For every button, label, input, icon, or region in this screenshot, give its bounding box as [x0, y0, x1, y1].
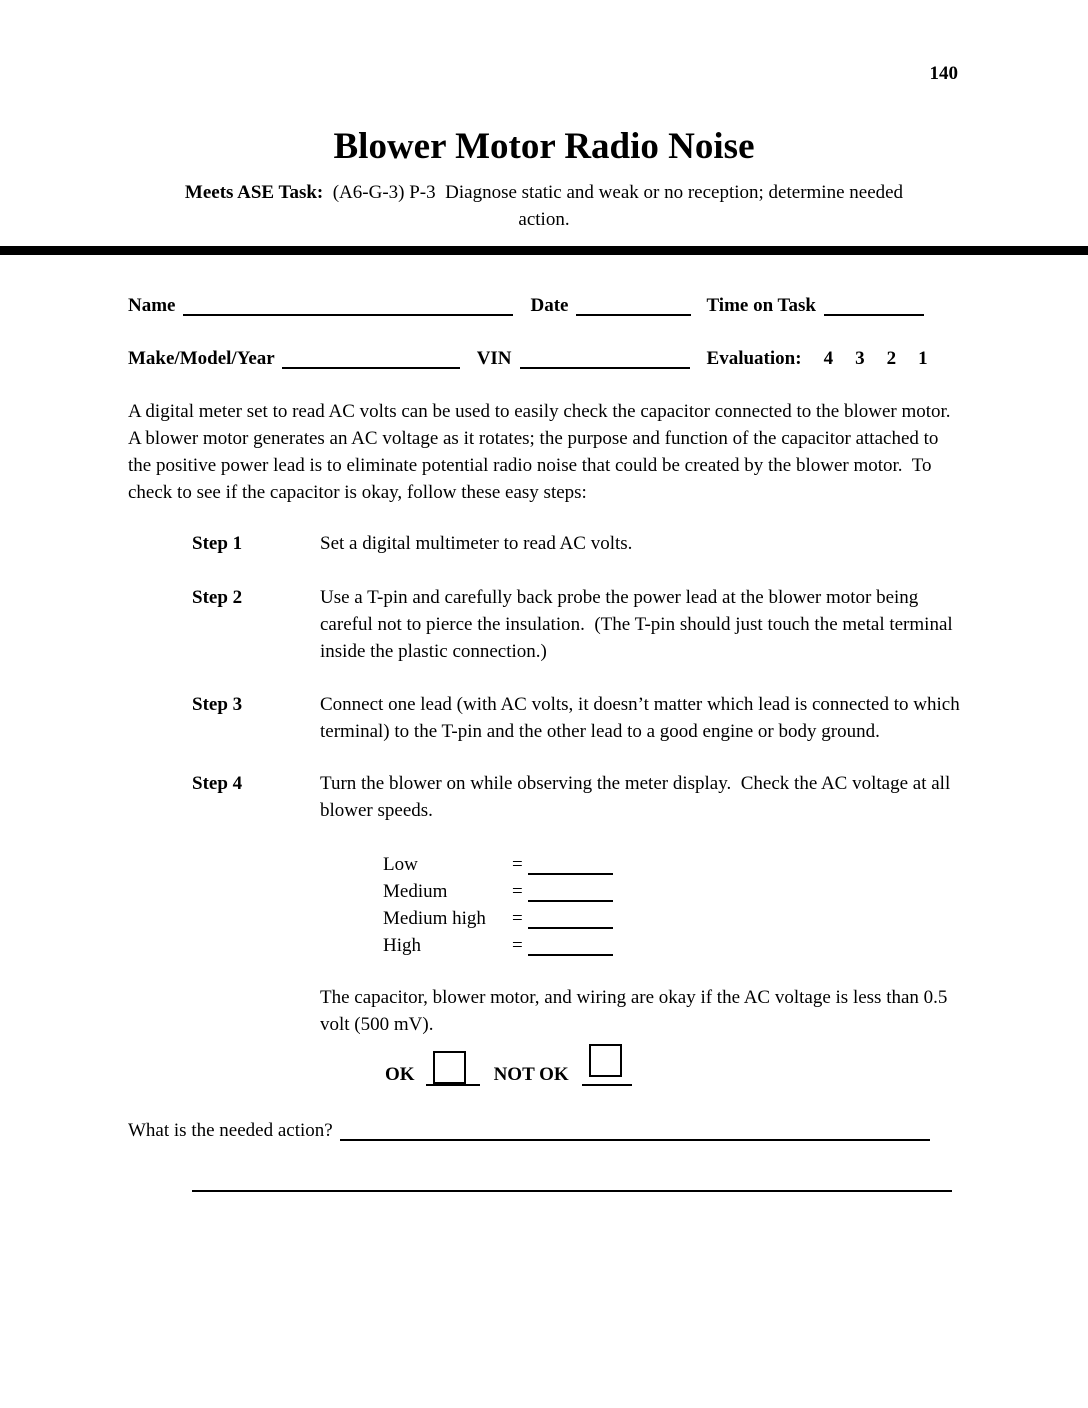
step-1-text: Set a digital multimeter to read AC volts. [320, 533, 633, 554]
vin-blank[interactable] [520, 353, 690, 369]
speed-medium-label: Medium [383, 881, 448, 902]
speed-low-blank[interactable] [528, 859, 613, 875]
speed-row-medium-high [383, 905, 1088, 932]
not-ok-label: NOT OK [493, 1064, 569, 1085]
step-3-text: Connect one lead (with AC volts, it doesn’t matter which lead is connected to which terminal) to the T-pin and the other lead to a good engine or body ground. [320, 694, 965, 742]
time-on-task-blank[interactable] [824, 300, 924, 316]
intro-paragraph: A digital meter set to read AC volts can be used to easily check the capacitor connected to the blower motor. A blower motor generates an AC voltage as it rotates; the purpose and function of the capacitor attached to the positive power lead is to eliminate potential radio noise that could be created by the blower motor. To check to see if the capacitor is okay, follow these easy steps: [128, 401, 960, 503]
step-2-text: Use a T-pin and carefully back probe the power lead at the blower motor being careful not to pierce the insulation. (The T-pin should just touch the metal terminal inside the plastic connection.) [320, 587, 958, 662]
speed-medium-equals: = [512, 881, 523, 902]
speed-row-low [383, 851, 1088, 878]
not-ok-checkbox[interactable] [589, 1044, 622, 1077]
pass-criteria-note: The capacitor, blower motor, and wiring are okay if the AC voltage is less than 0.5 volt (500 mV). [320, 987, 953, 1035]
evaluation-label: Evaluation: [706, 348, 802, 369]
step-2-label: Step 2 [192, 587, 243, 608]
ok-label: OK [385, 1064, 415, 1085]
ase-task-line [0, 179, 1088, 206]
speed-high-blank[interactable] [528, 940, 613, 956]
ase-task-line-2: action. [518, 209, 570, 230]
step-1-label: Step 1 [192, 533, 243, 554]
page-title: Blower Motor Radio Noise [333, 126, 755, 167]
vin-label: VIN [476, 348, 512, 369]
speed-row-high [383, 932, 1088, 959]
name-date-time-row [128, 292, 1088, 319]
date-blank[interactable] [576, 300, 691, 316]
needed-action-blank-2[interactable] [192, 1190, 952, 1192]
speed-high-label: High [383, 935, 421, 956]
make-model-year-blank[interactable] [282, 353, 460, 369]
speed-medium-high-blank[interactable] [528, 913, 613, 929]
ase-task-text: (A6-G-3) P-3 Diagnose static and weak or no reception; determine needed [323, 182, 904, 203]
needed-action-question: What is the needed action? [128, 1120, 333, 1141]
step-4-text: Turn the blower on while observing the meter display. Check the AC voltage at all blower speeds. [320, 773, 955, 821]
needed-action-row [128, 1117, 960, 1144]
speed-low-equals: = [512, 854, 523, 875]
step-1-row [192, 530, 1088, 557]
ok-checkbox[interactable] [433, 1051, 466, 1084]
not-ok-blank[interactable] [582, 1042, 632, 1086]
step-2-row [192, 584, 1088, 665]
name-blank[interactable] [183, 300, 513, 316]
step-4-label: Step 4 [192, 773, 243, 794]
blower-speed-readings [0, 851, 1088, 959]
ok-notok-row [385, 1042, 1088, 1086]
evaluation-score-4[interactable]: 4 [823, 348, 834, 369]
ase-task-label: Meets ASE Task: [184, 182, 324, 203]
make-vin-evaluation-row [128, 345, 1088, 372]
speed-medium-high-equals: = [512, 908, 523, 929]
divider-rule [0, 246, 1088, 255]
speed-medium-high-label: Medium high [383, 908, 486, 929]
speed-medium-blank[interactable] [528, 886, 613, 902]
date-label: Date [530, 295, 569, 316]
time-on-task-label: Time on Task [706, 295, 816, 316]
speed-low-label: Low [383, 854, 418, 875]
page-number: 140 [929, 63, 958, 84]
speed-row-medium [383, 878, 1088, 905]
step-3-label: Step 3 [192, 694, 243, 715]
evaluation-score-2[interactable]: 2 [886, 348, 897, 369]
needed-action-blank-1[interactable] [340, 1125, 930, 1141]
step-3-row [192, 691, 1088, 745]
name-label: Name [128, 295, 176, 316]
evaluation-score-1[interactable]: 1 [918, 348, 928, 369]
step-4-row [192, 770, 1088, 824]
make-model-year-label: Make/Model/Year [128, 348, 275, 369]
evaluation-score-3[interactable]: 3 [855, 348, 865, 369]
speed-high-equals: = [512, 935, 523, 956]
ok-blank[interactable] [426, 1042, 480, 1086]
